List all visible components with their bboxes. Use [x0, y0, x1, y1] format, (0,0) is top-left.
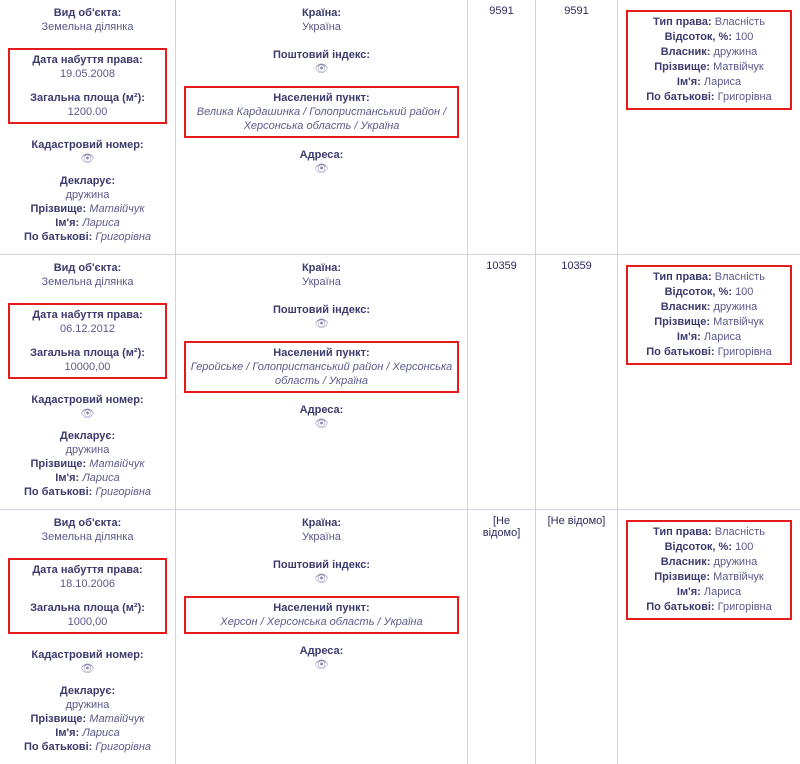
patronymic-value: Григорівна	[717, 346, 772, 358]
acquire-date-value: 18.10.2006	[59, 578, 116, 590]
surname-label: Прізвище:	[654, 316, 710, 328]
country-label: Країна:	[301, 7, 342, 19]
right-firstname	[632, 585, 786, 600]
declarant-surname	[6, 712, 169, 726]
object-cell	[0, 255, 176, 509]
eye-icon[interactable]: 👁	[314, 63, 329, 75]
patronymic-label: По батькові:	[23, 486, 93, 498]
declares-value: дружина	[65, 189, 110, 201]
eye-icon[interactable]: 👁	[314, 163, 329, 175]
acquire-date-area-highlight	[8, 303, 167, 379]
percent-label: Відсоток, %:	[664, 541, 732, 553]
table-row	[0, 255, 800, 510]
firstname-label: Ім'я:	[676, 586, 701, 598]
object-type-value: Земельна ділянка	[41, 21, 134, 33]
address-label: Адреса:	[299, 149, 344, 161]
cadastral-label: Кадастровий номер:	[31, 394, 144, 406]
declarant-firstname	[6, 216, 169, 230]
percent-value: 100	[735, 286, 754, 298]
eye-icon[interactable]: 👁	[314, 418, 329, 430]
total-area-value: 1200.00	[67, 106, 108, 118]
declarant-patronymic	[6, 230, 169, 244]
eye-icon[interactable]: 👁	[314, 318, 329, 330]
acquire-date-label: Дата набуття права:	[32, 564, 143, 576]
right-percent	[632, 540, 786, 555]
total-area-label: Загальна площа (м²):	[30, 602, 145, 614]
declarant-firstname	[6, 471, 169, 485]
firstname-value: Лариса	[703, 331, 742, 343]
number-primary: 9591	[468, 0, 536, 254]
right-type	[632, 525, 786, 540]
right-owner	[632, 300, 786, 315]
owner-value: дружина	[713, 556, 758, 568]
eye-icon[interactable]: 👁	[80, 153, 95, 165]
percent-label: Відсоток, %:	[664, 286, 732, 298]
firstname-label: Ім'я:	[676, 331, 701, 343]
right-owner	[632, 555, 786, 570]
object-type-value: Земельна ділянка	[41, 276, 134, 288]
object-type-label: Вид об'єкта:	[53, 262, 122, 274]
object-cell	[0, 510, 176, 764]
settlement-highlight	[184, 86, 459, 138]
eye-icon[interactable]: 👁	[80, 408, 95, 420]
rights-cell	[618, 0, 800, 254]
patronymic-label: По батькові:	[646, 601, 715, 613]
declarant-surname	[6, 457, 169, 471]
settlement-label: Населений пункт:	[273, 92, 370, 104]
patronymic-value: Григорівна	[717, 601, 772, 613]
patronymic-label: По батькові:	[646, 91, 715, 103]
percent-value: 100	[735, 31, 754, 43]
owner-value: дружина	[713, 301, 758, 313]
owner-label: Власник:	[660, 46, 711, 58]
settlement-value: Велика Кардашинка / Голопристанський район / Херсонська область / Україна	[196, 106, 447, 132]
acquire-date-value: 06.12.2012	[59, 323, 116, 335]
owner-label: Власник:	[660, 301, 711, 313]
cadastral-label: Кадастровий номер:	[31, 139, 144, 151]
patronymic-label: По батькові:	[646, 346, 715, 358]
firstname-value: Лариса	[82, 472, 120, 484]
patronymic-label: По батькові:	[23, 231, 93, 243]
place-cell	[176, 0, 468, 254]
country-value: Україна	[302, 276, 341, 288]
right-percent	[632, 285, 786, 300]
percent-label: Відсоток, %:	[664, 31, 732, 43]
right-type-label: Тип права:	[653, 526, 712, 538]
object-cell	[0, 0, 176, 254]
rights-highlight	[626, 520, 792, 620]
declares-value: дружина	[65, 444, 110, 456]
object-type-value: Земельна ділянка	[41, 531, 134, 543]
acquire-date-label: Дата набуття права:	[32, 54, 143, 66]
right-type-label: Тип права:	[653, 271, 712, 283]
right-surname	[632, 570, 786, 585]
address-label: Адреса:	[299, 645, 344, 657]
settlement-highlight	[184, 596, 459, 634]
firstname-label: Ім'я:	[55, 217, 80, 229]
surname-label: Прізвище:	[654, 61, 710, 73]
total-area-value: 10000,00	[64, 361, 111, 373]
settlement-value: Херсон / Херсонська область / Україна	[220, 616, 423, 628]
right-surname	[632, 315, 786, 330]
number-secondary: 10359	[536, 255, 618, 509]
patronymic-value: Григорівна	[95, 486, 151, 498]
right-type	[632, 15, 786, 30]
settlement-value: Геройське / Голопристанський район / Херсонська область / Україна	[190, 361, 453, 387]
eye-icon[interactable]: 👁	[314, 659, 329, 671]
postal-label: Поштовий індекс:	[272, 49, 371, 61]
number-secondary: [Не відомо]	[536, 510, 618, 764]
firstname-label: Ім'я:	[676, 76, 701, 88]
postal-label: Поштовий індекс:	[272, 304, 371, 316]
settlement-label: Населений пункт:	[273, 347, 370, 359]
right-owner	[632, 45, 786, 60]
declarant-surname	[6, 202, 169, 216]
firstname-label: Ім'я:	[55, 727, 80, 739]
patronymic-value: Григорівна	[95, 231, 151, 243]
total-area-value: 1000,00	[67, 616, 108, 628]
table-row	[0, 510, 800, 764]
cadastral-label: Кадастровий номер:	[31, 649, 144, 661]
surname-label: Прізвище:	[654, 571, 710, 583]
right-firstname	[632, 330, 786, 345]
rights-cell	[618, 255, 800, 509]
right-firstname	[632, 75, 786, 90]
firstname-value: Лариса	[703, 586, 742, 598]
surname-value: Матвійчук	[713, 571, 764, 583]
place-cell	[176, 510, 468, 764]
right-type-value: Власність	[714, 526, 765, 538]
address-label: Адреса:	[299, 404, 344, 416]
declarant-firstname	[6, 726, 169, 740]
number-primary: 10359	[468, 255, 536, 509]
firstname-value: Лариса	[703, 76, 742, 88]
percent-value: 100	[735, 541, 754, 553]
firstname-value: Лариса	[82, 727, 120, 739]
patronymic-value: Григорівна	[717, 91, 772, 103]
acquire-date-value: 19.05.2008	[59, 68, 116, 80]
place-cell	[176, 255, 468, 509]
declares-value: дружина	[65, 699, 110, 711]
patronymic-label: По батькові:	[23, 741, 93, 753]
acquire-date-label: Дата набуття права:	[32, 309, 143, 321]
country-value: Україна	[302, 531, 341, 543]
declares-label: Декларує:	[59, 175, 116, 187]
object-type-label: Вид об'єкта:	[53, 517, 122, 529]
eye-icon[interactable]: 👁	[314, 573, 329, 585]
surname-value: Матвійчук	[89, 713, 145, 725]
total-area-label: Загальна площа (м²):	[30, 92, 145, 104]
right-patronymic	[632, 345, 786, 360]
surname-value: Матвійчук	[713, 316, 764, 328]
acquire-date-area-highlight	[8, 48, 167, 124]
country-value: Україна	[302, 21, 341, 33]
eye-icon[interactable]: 👁	[80, 663, 95, 675]
number-primary: [Не відомо]	[468, 510, 536, 764]
surname-value: Матвійчук	[89, 203, 145, 215]
right-surname	[632, 60, 786, 75]
settlement-highlight	[184, 341, 459, 393]
right-type-value: Власність	[714, 16, 765, 28]
rights-highlight	[626, 265, 792, 365]
table-row	[0, 0, 800, 255]
country-label: Країна:	[301, 262, 342, 274]
acquire-date-area-highlight	[8, 558, 167, 634]
right-percent	[632, 30, 786, 45]
total-area-label: Загальна площа (м²):	[30, 347, 145, 359]
firstname-value: Лариса	[82, 217, 120, 229]
declares-label: Декларує:	[59, 685, 116, 697]
object-type-label: Вид об'єкта:	[53, 7, 122, 19]
owner-value: дружина	[713, 46, 758, 58]
surname-value: Матвійчук	[713, 61, 764, 73]
settlement-label: Населений пункт:	[273, 602, 370, 614]
right-type-value: Власність	[714, 271, 765, 283]
surname-label: Прізвище:	[30, 203, 87, 215]
right-type	[632, 270, 786, 285]
declares-label: Декларує:	[59, 430, 116, 442]
right-patronymic	[632, 600, 786, 615]
patronymic-value: Григорівна	[95, 741, 151, 753]
postal-label: Поштовий індекс:	[272, 559, 371, 571]
rights-cell	[618, 510, 800, 764]
firstname-label: Ім'я:	[55, 472, 80, 484]
number-secondary: 9591	[536, 0, 618, 254]
surname-value: Матвійчук	[89, 458, 145, 470]
surname-label: Прізвище:	[30, 458, 87, 470]
right-patronymic	[632, 90, 786, 105]
declarant-patronymic	[6, 740, 169, 754]
declarant-patronymic	[6, 485, 169, 499]
rights-highlight	[626, 10, 792, 110]
surname-label: Прізвище:	[30, 713, 87, 725]
owner-label: Власник:	[660, 556, 711, 568]
country-label: Країна:	[301, 517, 342, 529]
right-type-label: Тип права:	[653, 16, 712, 28]
